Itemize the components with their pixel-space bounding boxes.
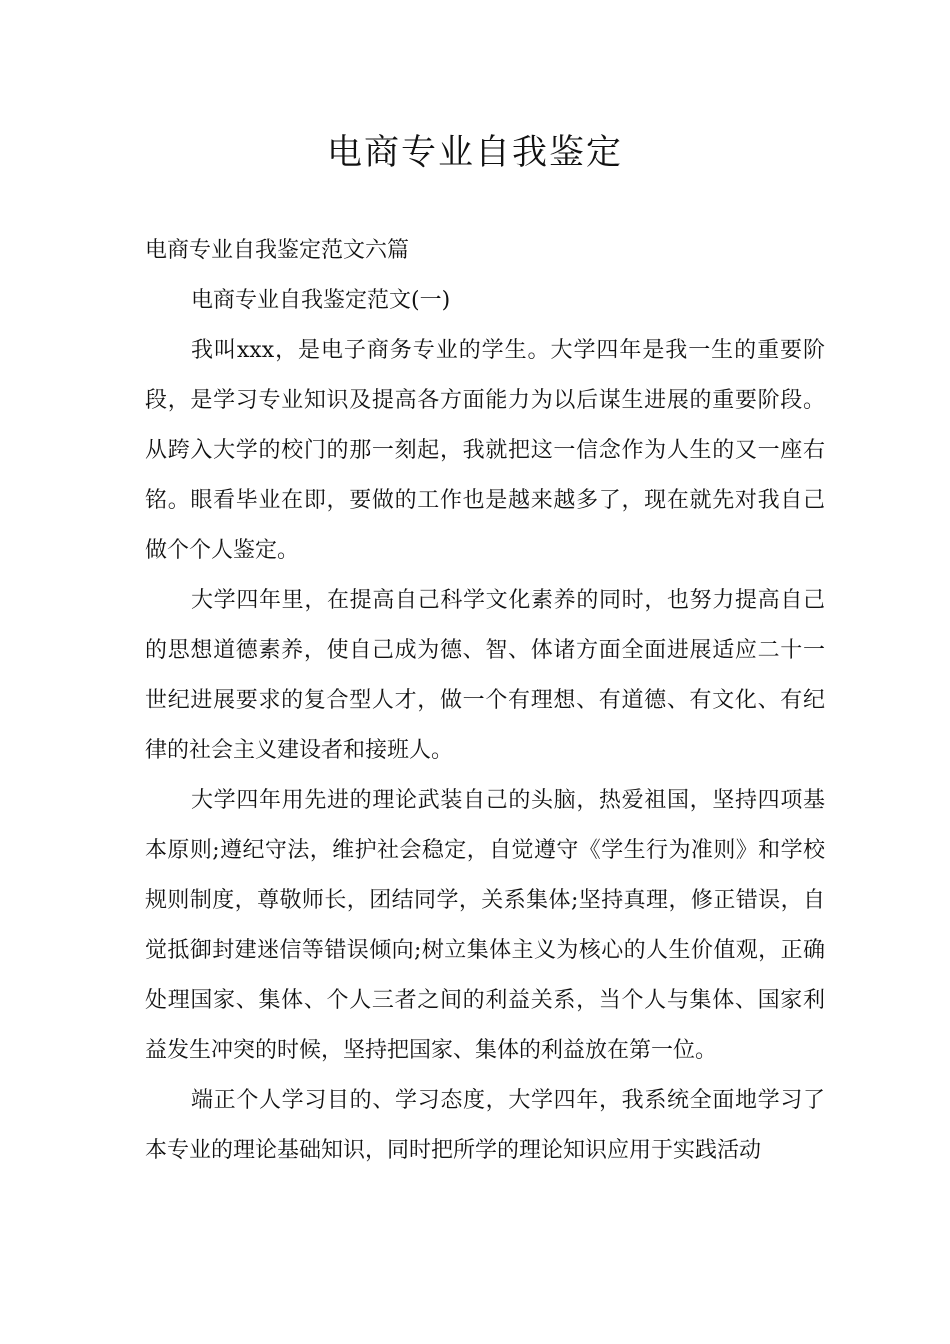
paragraph-4: 端正个人学习目的、学习态度，大学四年，我系统全面地学习了本专业的理论基础知识，同时把所学的理论知识应用于实践活动 — [145, 1088, 825, 1163]
paragraph-1: 我叫xxx，是电子商务专业的学生。大学四年是我一生的重要阶段，是学习专业知识及提高各方面能力为以后谋生进展的重要阶段。从跨入大学的校门的那一刻起，我就把这一信念作为人生的又一座右铭。眼看毕业在即，要做的工作也是越来越多了，现在就先对我自己做个个人鉴定。 — [145, 338, 825, 563]
document-subtitle: 电商专业自我鉴定范文六篇 — [145, 238, 410, 263]
paragraph-3: 大学四年用先进的理论武装自己的头脑，热爱祖国，坚持四项基本原则;遵纪守法，维护社会稳定，自觉遵守《学生行为准则》和学校规则制度，尊敬师长，团结同学，关系集体;坚持真理，修正错误，自觉抵御封建迷信等错误倾向;树立集体主义为核心的人生价值观，正确处理国家、集体、个人三者之间的利益关系，当个人与集体、国家利益发生冲突的时候，坚持把国家、集体的利益放在第一位。 — [145, 788, 825, 1063]
paragraph-2: 大学四年里，在提高自己科学文化素养的同时，也努力提高自己的思想道德素养，使自己成为德、智、体诸方面全面进展适应二十一世纪进展要求的复合型人才，做一个有理想、有道德、有文化、有纪律的社会主义建设者和接班人。 — [145, 588, 825, 763]
section-heading: 电商专业自我鉴定范文(一) — [191, 288, 451, 313]
document-title: 电商专业自我鉴定 — [326, 133, 623, 173]
document-body — [145, 226, 825, 1176]
